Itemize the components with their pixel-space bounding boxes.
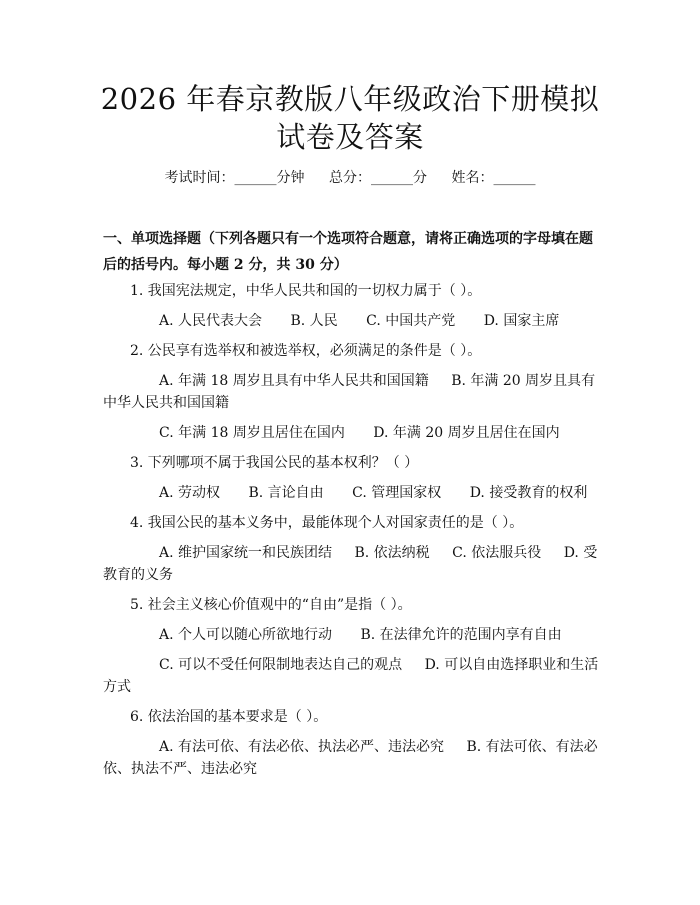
total-score-field: 总分：______分: [329, 170, 427, 186]
question-stem: 3. 下列哪项不属于我国公民的基本权利？（ ）: [130, 455, 419, 471]
option-item: A. 人民代表大会: [159, 313, 263, 329]
option-item: B. 人民: [290, 313, 338, 329]
option-item: B. 依法纳税: [354, 545, 430, 561]
question-options: [103, 542, 603, 586]
question-options: [103, 310, 603, 332]
option-item: B. 言论自由: [248, 485, 324, 501]
option-item: A. 维护国家统一和民族团结: [159, 545, 333, 561]
option-item: C. 年满 18 周岁且居住在国内: [159, 425, 345, 441]
option-item: B. 年满 20 周岁且具有中华人民共和国国籍: [103, 373, 596, 411]
question-stem: 6. 依法治国的基本要求是（ ）。: [130, 709, 328, 725]
option-item: D. 受教育的义务: [103, 545, 598, 583]
page-title: 2026 年春京教版八年级政治下册模拟试卷及答案: [100, 82, 600, 154]
option-item: B. 在法律允许的范围内享有自由: [360, 627, 562, 643]
option-item: D. 可以自由选择职业和生活方式: [103, 657, 599, 695]
question-stem: 1. 我国宪法规定，中华人民共和国的一切权力属于（ ）。: [130, 283, 482, 299]
question-options: [103, 624, 603, 646]
question-options: [103, 422, 603, 444]
option-item: A. 个人可以随心所欲地行动: [159, 627, 333, 643]
section-heading: 一、单项选择题（下列各题只有一个选项符合题意，请将正确选项的字母填在题后的括号内。每小题 2 分，共 30 分）: [103, 231, 593, 273]
question-stem: 2. 公民享有选举权和被选举权，必须满足的条件是（ ）。: [130, 343, 482, 359]
exam-time-field: 考试时间：______分钟: [164, 170, 305, 186]
exam-info-line: [0, 168, 700, 188]
option-item: D. 接受教育的权利: [469, 485, 588, 501]
question-options: [103, 482, 603, 504]
question-options: [103, 736, 603, 780]
option-item: D. 国家主席: [483, 313, 560, 329]
option-item: A. 劳动权: [159, 485, 221, 501]
student-name-field: 姓名：______: [451, 170, 536, 186]
option-item: C. 中国共产党: [366, 313, 456, 329]
option-item: D. 年满 20 周岁且居住在国内: [373, 425, 560, 441]
option-item: B. 有法可依、有法必依、执法不严、违法必究: [103, 739, 598, 777]
option-item: C. 可以不受任何限制地表达自己的观点: [159, 657, 403, 673]
question-list: [103, 280, 603, 788]
option-item: A. 年满 18 周岁且具有中华人民共和国国籍: [159, 373, 429, 389]
option-item: A. 有法可依、有法必依、执法必严、违法必究: [159, 739, 445, 755]
question-stem: 4. 我国公民的基本义务中，最能体现个人对国家责任的是（ ）。: [130, 515, 524, 531]
question-options: [103, 654, 603, 698]
question-options: [103, 370, 603, 414]
option-item: C. 依法服兵役: [452, 545, 542, 561]
question-stem: 5. 社会主义核心价值观中的“自由”是指（ ）。: [130, 597, 412, 613]
option-item: C. 管理国家权: [352, 485, 442, 501]
